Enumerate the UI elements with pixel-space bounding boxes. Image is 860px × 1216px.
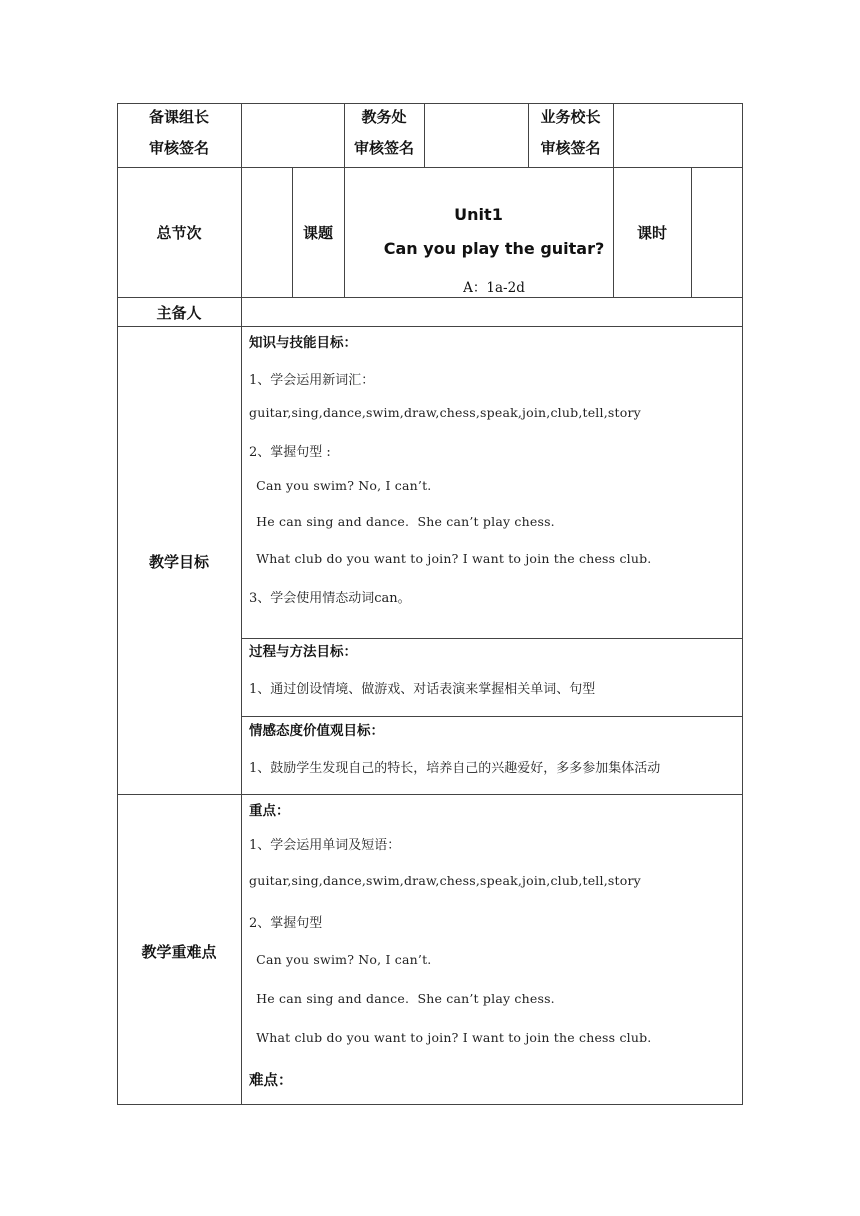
divider: [241, 297, 242, 1105]
focus-line: Can you swim? No, I can’t.: [252, 952, 432, 967]
focus-line: 2、掌握句型: [249, 916, 323, 931]
divider: [241, 716, 743, 717]
focus-line: guitar,sing,dance,swim,draw,chess,speak,join,club,tell,story: [249, 873, 641, 888]
difficulty-heading: 难点：: [249, 1073, 293, 1089]
group-leader-sign-label: 审核签名: [148, 139, 209, 157]
focus-line: He can sing and dance. She can’t play chess.: [252, 991, 555, 1006]
focus-line: What club do you want to join? I want to join the chess club.: [252, 1030, 652, 1045]
academic-office-signature-field[interactable]: [425, 104, 528, 166]
academic-office-sign-label: 审核签名: [353, 139, 414, 157]
period-field[interactable]: [692, 168, 742, 296]
lesson-title: Can you play the guitar?: [383, 239, 605, 258]
knowledge-goal-line: 1、学会运用新词汇：: [249, 373, 375, 388]
vice-principal-signature-field[interactable]: [614, 104, 742, 166]
focus-line: 1、学会运用单词及短语：: [249, 838, 401, 853]
vice-principal-sign-label: 审核签名: [540, 139, 601, 157]
emotion-goals-heading: 情感态度价值观目标：: [249, 723, 384, 739]
knowledge-goal-line: What club do you want to join? I want to join the chess club.: [252, 551, 652, 566]
knowledge-goals-heading: 知识与技能目标：: [249, 335, 357, 351]
emotion-goal-line: 1、鼓励学生发现自己的特长，培养自己的兴趣爱好，多多参加集体活动: [249, 761, 661, 776]
divider: [117, 794, 743, 795]
unit-title: Unit1: [454, 205, 503, 224]
teaching-goals-label: 教学目标: [148, 553, 209, 571]
vice-principal-label: 业务校长: [540, 108, 601, 126]
main-preparer-field[interactable]: [242, 298, 742, 326]
knowledge-goal-line: 3、学会使用情态动词can。: [249, 591, 411, 606]
process-goals-heading: 过程与方法目标：: [249, 644, 357, 660]
key-points-label: 教学重难点: [141, 943, 217, 961]
topic-label: 课题: [302, 224, 333, 242]
lesson-section: A：1a-2d: [463, 280, 525, 296]
total-session-field[interactable]: [242, 168, 292, 296]
knowledge-goal-line: He can sing and dance. She can’t play chess.: [252, 514, 555, 529]
group-leader-signature-field[interactable]: [242, 104, 344, 166]
knowledge-goal-line: Can you swim? No, I can’t.: [252, 478, 432, 493]
process-goal-line: 1、通过创设情境、做游戏、对话表演来掌握相关单词、句型: [249, 682, 596, 697]
focus-heading: 重点：: [249, 803, 290, 819]
divider: [241, 638, 743, 639]
knowledge-goal-line: 2、掌握句型 :: [249, 445, 331, 460]
total-session-label: 总节次: [156, 224, 202, 242]
divider: [117, 167, 743, 168]
period-label: 课时: [636, 224, 667, 242]
main-preparer-label: 主备人: [156, 304, 202, 322]
knowledge-goal-line: guitar,sing,dance,swim,draw,chess,speak,join,club,tell,story: [249, 405, 641, 420]
divider: [117, 326, 743, 327]
academic-office-label: 教务处: [361, 108, 407, 126]
group-leader-label: 备课组长: [148, 108, 209, 126]
